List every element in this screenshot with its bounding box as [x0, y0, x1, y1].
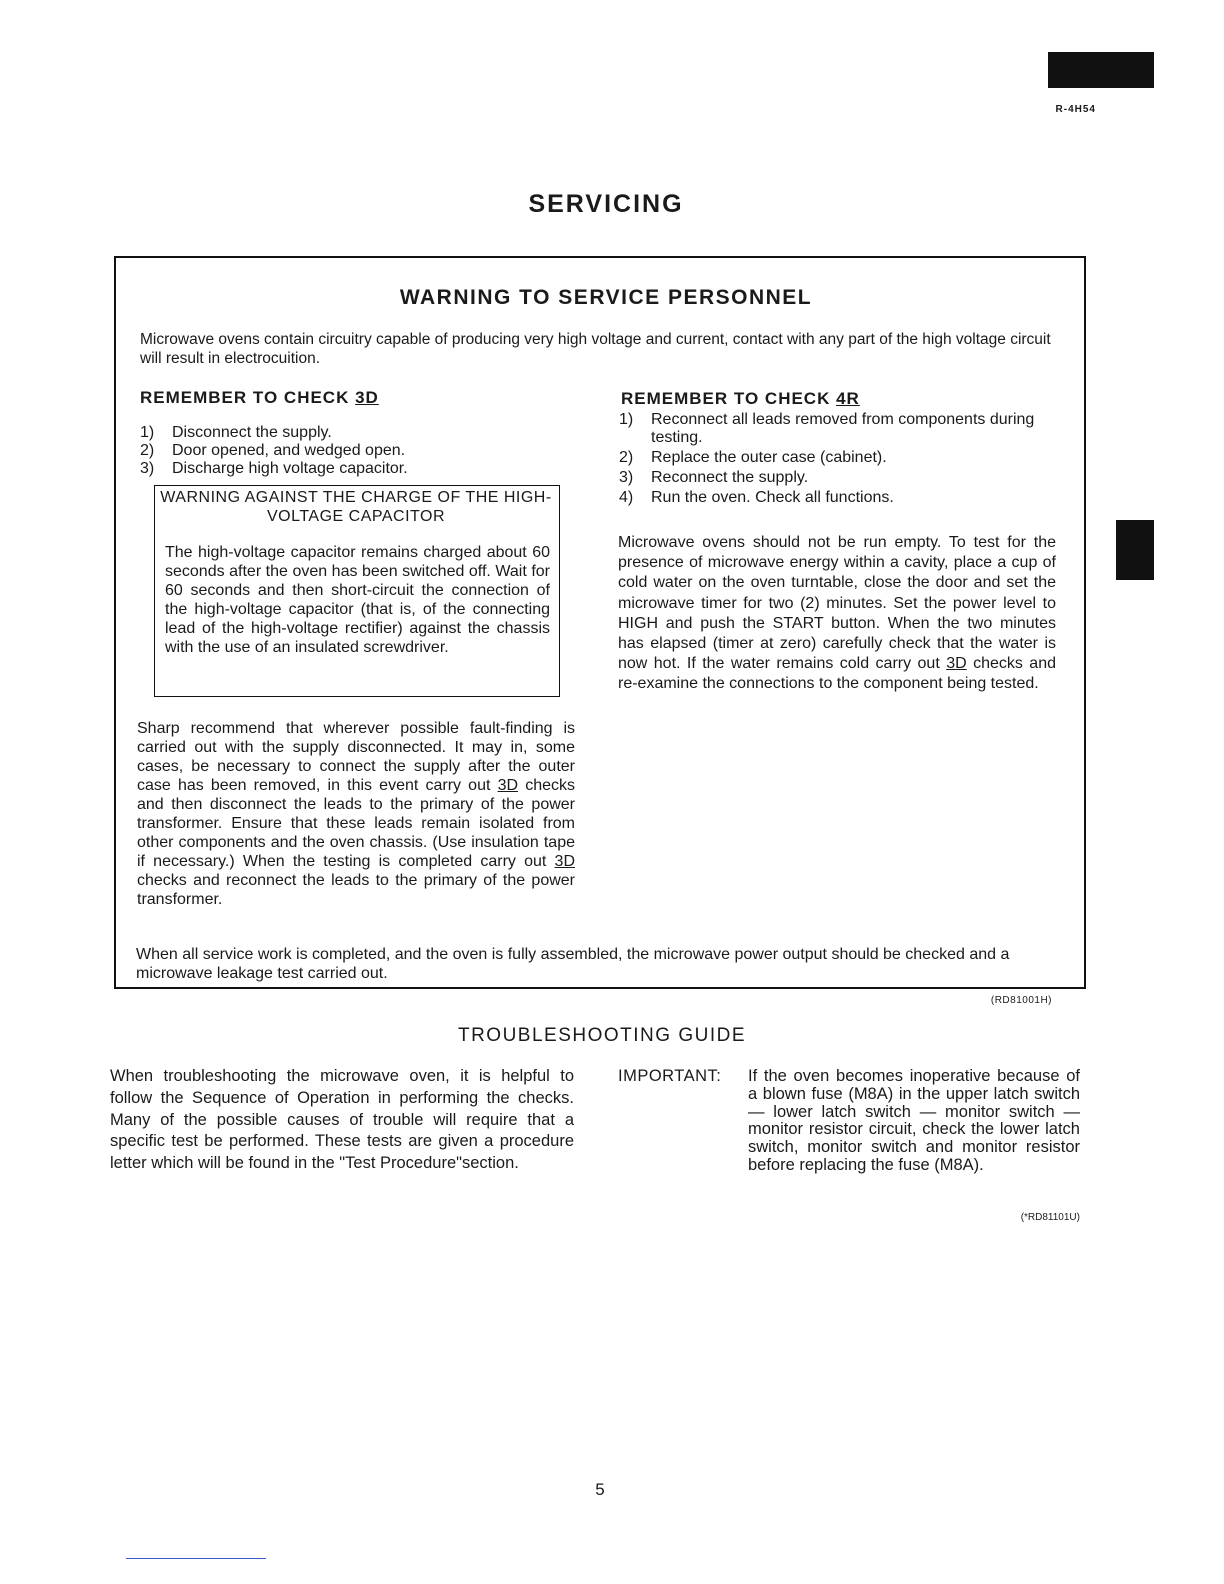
important-text: If the oven becomes inoperative because of a blown fuse (M8A) in the upper latch switch — lower latch switch — monitor switch — monitor resistor circuit, check the lower latch switch, monitor switch and monitor resistor before replacing the fuse (M8A).: [748, 1067, 1080, 1174]
step-text: Door opened, and wedged open.: [172, 442, 406, 459]
troubleshooting-title: TROUBLESHOOTING GUIDE: [457, 1025, 747, 1046]
check-3d-code: 3D: [355, 388, 379, 407]
warning-title: WARNING TO SERVICE PERSONNEL: [399, 286, 813, 309]
step-number: 4): [619, 489, 634, 506]
step-text: Reconnect all leads removed from components during testing.: [651, 411, 1035, 446]
check-4r-heading-prefix: REMEMBER TO CHECK: [621, 389, 837, 408]
empty-oven-text-1: Microwave ovens should not be run empty. To test for the presence of microwave energy within a cavity, place a cup of cold water on the oven turntable, close the door and set the microwave timer for two (2) minutes. Set the power level to HIGH and push the START button. When the two minutes has elapsed (timer at zero) carefully check that the water is now hot. If the water remains cold carry out: [618, 534, 1056, 673]
page-number: 5: [595, 1480, 605, 1499]
step-number: 3): [140, 460, 155, 477]
fault-finding-paragraph: [137, 719, 575, 909]
model-number: R-4H54: [1055, 104, 1096, 115]
empty-oven-test-paragraph: [618, 533, 1056, 695]
list-item: [619, 411, 1059, 447]
fault-finding-text-2: checks and then disconnect the leads to the primary of the power transformer. Ensure that these leads remain isolated from other components and the oven chassis. (Use insulation tape if necessary.) When the testing is completed carry out: [137, 777, 575, 870]
step-number: 3): [619, 469, 634, 486]
warning-intro: Microwave ovens contain circuitry capable of producing very high voltage and current, contact with any part of the high voltage circuit will result in electrocuition.: [140, 331, 1051, 367]
troubleshooting-intro: When troubleshooting the microwave oven, it is helpful to follow the Sequence of Operation in performing the checks. Many of the possible causes of trouble will require that a specific test be performed. These tests are given a procedure letter which will be found in the "Test Procedure"section.: [110, 1067, 574, 1173]
step-text: Reconnect the supply.: [651, 469, 809, 486]
check-code-3d: 3D: [946, 655, 967, 673]
check-3d-heading: [140, 388, 379, 408]
empty-oven-text-2: checks and re-examine the connections to the component being tested.: [618, 655, 1057, 693]
final-note: When all service work is completed, and the oven is fully assembled, the microwave power output should be checked and a microwave leakage test carried out.: [136, 946, 1010, 982]
check-code-3d: 3D: [497, 777, 519, 794]
check-3d-steps: [140, 424, 560, 478]
reference-code: (RD81001H): [990, 995, 1052, 1006]
reference-code: (*RD81101U): [1020, 1212, 1080, 1223]
fault-finding-text-1: Sharp recommend that wherever possible fault-finding is carried out with the supply disconnected. It may in, some cases, be necessary to connect the supply after the outer case has been removed, in this event carry out: [137, 720, 575, 794]
page-title: SERVICING: [528, 190, 684, 218]
check-4r-code: 4R: [836, 389, 860, 408]
index-tab-top: [1048, 52, 1154, 88]
step-text: Disconnect the supply.: [172, 424, 332, 441]
check-3d-heading-prefix: REMEMBER TO CHECK: [140, 388, 356, 407]
list-item: [619, 449, 1059, 467]
list-item: [140, 442, 560, 460]
important-note: [618, 1068, 1080, 1175]
step-number: 1): [140, 424, 155, 441]
step-text: Replace the outer case (cabinet).: [651, 449, 887, 466]
index-tab-side: [1116, 520, 1154, 580]
list-item: [140, 460, 560, 478]
list-item: [619, 469, 1059, 487]
capacitor-warning-body: The high-voltage capacitor remains charged about 60 seconds after the oven has been switched off. Wait for 60 seconds and then short-circuit the connection of the high-voltage capacitor (that is, of the connecting lead of the high-voltage rectifier) against the chassis with the use of an insulated screwdriver.: [165, 544, 550, 656]
check-code-3d: 3D: [554, 853, 575, 870]
fault-finding-text-3: checks and reconnect the leads to the primary of the power transformer.: [137, 872, 575, 908]
step-text: Run the oven. Check all functions.: [651, 489, 894, 506]
important-label: IMPORTANT:: [618, 1067, 722, 1085]
step-text: Discharge high voltage capacitor.: [172, 460, 408, 477]
footer-rule: [126, 1558, 266, 1559]
list-item: [619, 489, 1059, 507]
check-4r-heading: [621, 389, 860, 409]
check-4r-steps: [619, 411, 1059, 509]
list-item: [140, 424, 560, 442]
step-number: 2): [140, 442, 155, 459]
step-number: 1): [619, 411, 634, 428]
step-number: 2): [619, 449, 634, 466]
capacitor-warning-title: WARNING AGAINST THE CHARGE OF THE HIGH-VOLTAGE CAPACITOR: [160, 489, 552, 525]
